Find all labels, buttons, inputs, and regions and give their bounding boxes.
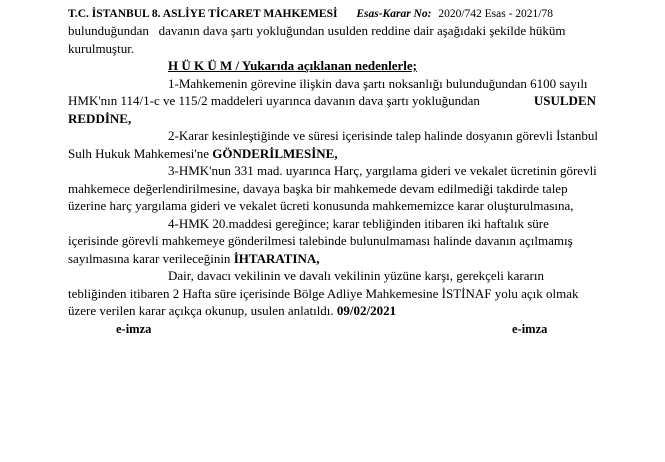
final-line-2: tebliğinden itibaren 2 Hafta süre içerisinde Bölge Adliye Mahkemesine İSTİNAF yolu açık olmak [68, 285, 579, 301]
item-2-line-2 [68, 145, 596, 163]
file-number-value: 2020/742 Esas - 2021/78 [438, 8, 554, 20]
final-text: üzere verilen karar açıkça okunup, usulen anlatıldı. [68, 303, 334, 318]
item-2-line-1: 2-Karar kesinleştiğinde ve süresi içerisinde talep halinde dosyanın görevli İstanbul [168, 128, 598, 143]
intro-text: davanın dava şartı yokluğundan usulden reddine dair aşağıdaki şekilde hüküm [158, 23, 566, 38]
item-4-line-3 [68, 250, 596, 268]
item-3-line-3: üzerine harç yargılama gideri ve vekalet ücreti konusunda mahkememizce karar oluşturulmasına, [68, 198, 574, 213]
item-2-emphasis: GÖNDERİLMESİNE, [212, 145, 338, 161]
decision-date: 09/02/2021 [336, 303, 397, 318]
item-1-line-1: 1-Mahkemenin görevine ilişkin dava şartı noksanlığı bulunduğundan 6100 sayılı [168, 75, 588, 91]
final-line-1: Dair, davacı vekilinin ve davalı vekilinin yüzüne karşı, gerekçeli kararın [168, 268, 544, 283]
item-4-line-1: 4-HMK 20.maddesi gereğince; karar tebliğinden itibaren iki haftalık süre [168, 215, 549, 231]
decision-document [68, 6, 596, 320]
final-line-3 [68, 302, 596, 320]
item-4-emphasis: İHTARATINA, [233, 250, 320, 266]
item-1-emphasis: USULDEN [533, 93, 596, 108]
signature-left: e-imza [116, 322, 152, 336]
item-1-line-2 [68, 92, 596, 110]
item-3-line-2: mahkemece değerlendirilmesine, davaya başka bir mahkemede devam edilmediği takdirde talep [68, 180, 568, 196]
intro-line-2: kurulmuştur. [68, 40, 135, 56]
document-header [68, 6, 596, 22]
intro-line-1 [68, 22, 596, 40]
signature-right: e-imza [512, 322, 548, 336]
item-4-text: sayılmasına karar verileceğinin [68, 250, 231, 266]
file-number-label: Esas-Karar No: [356, 8, 432, 20]
item-3-line-1: 3-HMK'nun 331 mad. uyarınca Harç, yargılama gideri ve vekalet ücretinin görevli [168, 163, 597, 178]
verdict-heading: H Ü K Ü M / Yukarıda açıklanan nedenlerle; [168, 58, 417, 73]
intro-text: bulunduğundan [68, 23, 149, 38]
item-1-text: HMK'nın 114/1-c ve 115/2 maddeleri uyarınca davanın dava şartı yokluğundan [68, 93, 480, 108]
item-2-text: Sulh Hukuk Mahkemesi'ne [68, 145, 209, 161]
court-name: T.C. İSTANBUL 8. ASLİYE TİCARET MAHKEMESİ [68, 8, 338, 20]
item-4-line-2: içerisinde görevli mahkemeye gönderilmesi talebinde bulunulmaması halinde davanın açılmamış [68, 233, 573, 248]
item-1-line-3: REDDİNE, [68, 110, 132, 126]
